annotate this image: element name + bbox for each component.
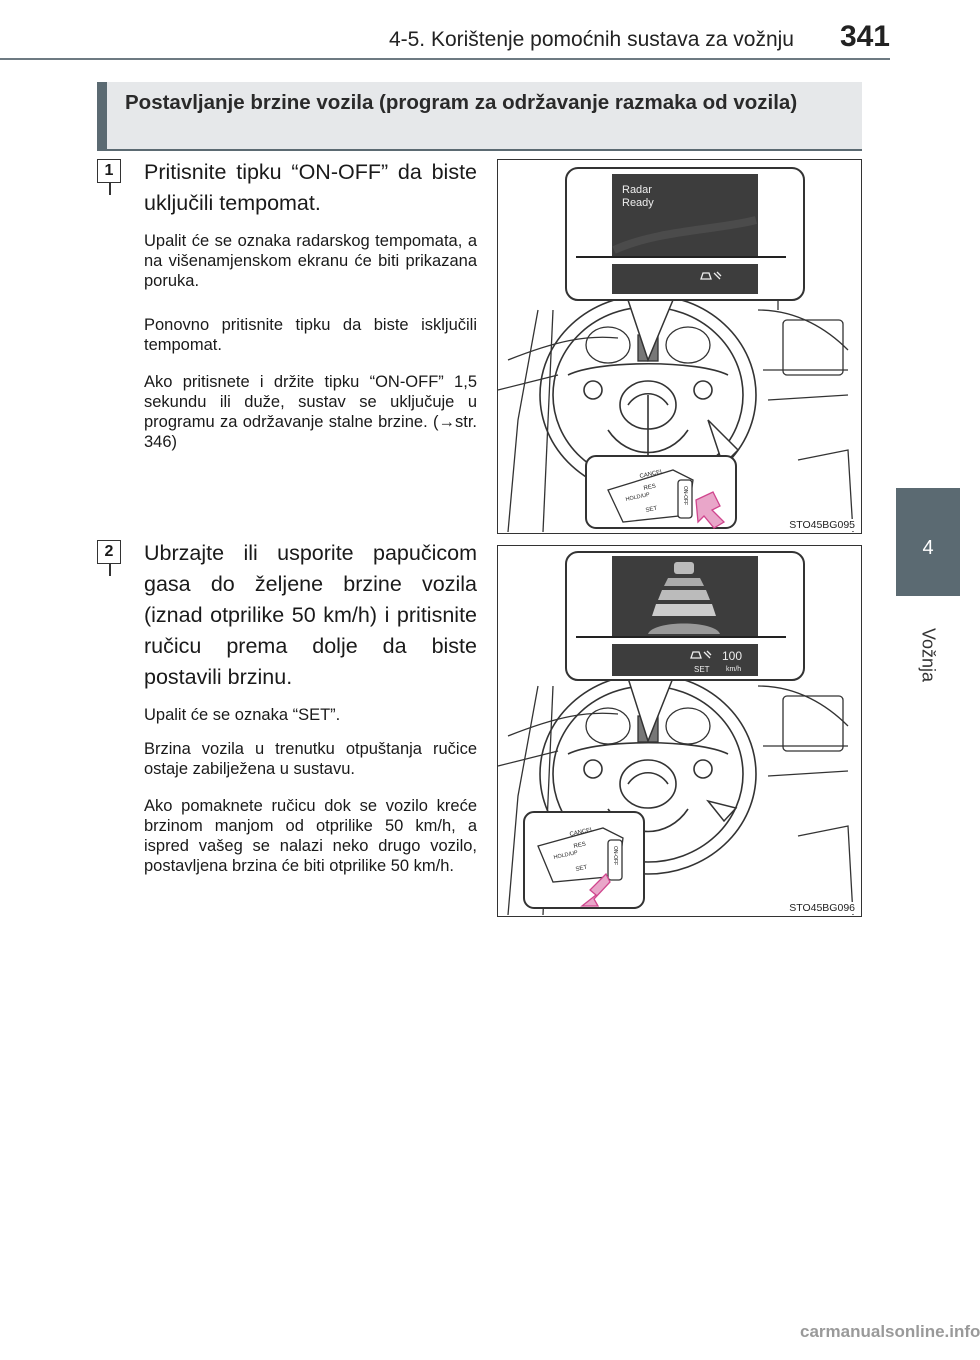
step-2-paragraph-1: Upalit će se oznaka “SET”. [144,706,341,724]
figure-2 [497,545,862,917]
figure-1 [497,159,862,534]
lever2-cancel-label: CANCEL [569,827,595,838]
lever-cancel-label: CANCEL [639,469,665,480]
step-1-title: Pritisnite tipku “ON-OFF” da biste uključili tempomat. [144,160,477,215]
chapter-label [896,600,960,710]
watermark: carmanualsonline.info [800,1322,980,1341]
display-set-label: SET [694,665,710,674]
lever2-onoff-label: ON-OFF [612,846,618,866]
header-title: 4-5. Korištenje pomoćnih sustava za vožnju [388,28,794,51]
display-text-ready: Ready [622,197,654,209]
step-2-paragraph-2: Brzina vozila u trenutku otpuštanja ručice ostaje zabilježena u sustavu. [144,740,477,778]
dashboard-illustration-1 [498,160,860,532]
figure-2-code: STO45BG096 [789,902,855,914]
section-title-box [97,82,862,151]
lever2-res-label: RES [573,841,587,850]
step-1-paragraph-2: Ponovno pritisnite tipku da biste isključili tempomat. [144,316,477,354]
step-rule-2 [109,564,111,576]
display-text-radar: Radar [622,184,652,196]
display-speed: 100 [722,649,743,663]
step-2-paragraph-3: Ako pomaknete ručicu dok se vozilo kreće brzinom manjom od otprilike 50 km/h, a ispred vašeg se nalazi neko drugo vozilo, postavljena brzina će biti otprilike 50 km/h. [144,797,477,875]
step-2-title: Ubrzajte ili usporite papučicom gasa do željene brzine vozila (iznad otprilike 50 km/h) i pritisnite ručicu prema dolje da biste postavili brzinu. [144,541,477,689]
display-speed-unit: km/h [726,666,742,673]
lever-onoff-label: ON-OFF [682,486,688,506]
figure-1-code: STO45BG095 [789,519,855,531]
lever2-holdup-label: HOLD/UP [553,850,579,861]
step-1-paragraph-3: Ako pritisnete i držite tipku “ON-OFF” 1,5 sekundu ili duže, sustav se uključuje u programu za održavanje stalne brzine. (→str. 346) [144,373,477,451]
dashboard-illustration-2 [498,546,860,915]
chapter-label-text: Vožnja [918,627,939,683]
step-rule-1 [109,183,111,195]
lever2-set-label: SET [575,864,588,873]
lever-res-label: RES [643,483,657,492]
lever-holdup-label: HOLD/UP [625,492,651,503]
page-number: 341 [839,20,890,53]
header-rule [0,58,890,60]
chapter-tab [896,488,960,596]
step-1-paragraph-1: Upalit će se oznaka radarskog tempomata, a na višenamjenskom ekranu će biti prikazana poruka. [144,232,477,290]
lever-set-label: SET [645,505,658,514]
chapter-number: 4 [922,537,934,559]
section-title: Postavljanje brzine vozila (program za održavanje razmaka od vozila) [125,91,798,114]
step-number-1: 1 [97,159,121,183]
step-number-2: 2 [97,540,121,564]
